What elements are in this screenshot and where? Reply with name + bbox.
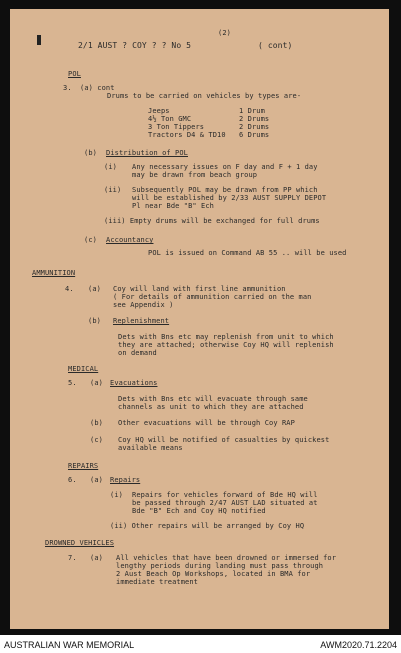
para-7-number: 7.	[68, 554, 77, 562]
para-3b-i-line: may be drawn from beach group	[132, 171, 258, 179]
para-4a-label: (a)	[88, 285, 101, 293]
para-3b-ii-line: Pl near Bde "B" Ech	[132, 202, 214, 210]
para-3b-i-number: (i)	[104, 163, 117, 171]
document-heading-suffix: ( cont)	[258, 41, 293, 50]
para-5b-text: Other evacuations will be through Coy RAP	[118, 419, 295, 427]
para-3b-iii: (iii) Empty drums will be exchanged for full drums	[104, 217, 320, 225]
vehicle-qty: 2 Drums	[239, 123, 270, 131]
para-3-sub: (a) cont	[80, 84, 115, 92]
para-3b-label: (b)	[84, 149, 97, 157]
para-4a-line: Coy will land with first line ammunition	[113, 285, 286, 293]
para-5c-line: Coy HQ will be notified of casualties by quickest	[118, 436, 330, 444]
para-5a-line: channels as unit to which they are attached	[118, 403, 304, 411]
para-4b-title: Replenishment	[113, 317, 170, 325]
para-5a-line: Dets with Bns etc will evacuate through same	[118, 395, 308, 403]
para-3b-i-line: Any necessary issues on F day and F + 1 day	[132, 163, 318, 171]
para-3-intro: Drums to be carried on vehicles by types are-	[107, 92, 302, 100]
vehicle-type: 3 Ton Tippers	[148, 123, 205, 131]
para-7-line: 2 Aust Beach Op Workshops, located in BMA for	[116, 570, 311, 578]
para-6-number: 6.	[68, 476, 77, 484]
para-4-number: 4.	[65, 285, 74, 293]
para-4b-line: they are attached; otherwise Coy HQ will replenish	[118, 341, 334, 349]
para-3c-title: Accountancy	[106, 236, 154, 244]
vehicle-qty: 1 Drum	[239, 107, 265, 115]
para-4a-line: see Appendix )	[113, 301, 174, 309]
section-heading-drowned-vehicles: DROWNED VEHICLES	[45, 539, 115, 547]
para-3c-label: (c)	[84, 236, 97, 244]
para-4b-line: on demand	[118, 349, 157, 357]
para-3-number: 3.	[63, 84, 72, 92]
para-5c-label: (c)	[90, 436, 103, 444]
archive-footer	[0, 636, 401, 653]
section-heading-pol: POL	[68, 70, 81, 78]
punch-mark	[37, 35, 41, 45]
para-4a-line: ( For details of ammunition carried on the man	[113, 293, 312, 301]
para-3b-ii-number: (ii)	[104, 186, 122, 194]
vehicle-type: Jeeps	[148, 107, 170, 115]
vehicle-type: Tractors D4 & TD10	[148, 131, 226, 139]
para-5a-label: (a)	[90, 379, 103, 387]
para-3c-text: POL is issued on Command AB 55 .. will be used	[148, 249, 347, 257]
footer-institution: AUSTRALIAN WAR MEMORIAL	[4, 640, 135, 650]
para-6-i-line: Bde "B" Ech and Coy HQ notified	[132, 507, 266, 515]
section-heading-ammunition: AMMUNITION	[32, 269, 76, 277]
para-6-i-line: be passed through 2/47 AUST LAD situated at	[132, 499, 318, 507]
para-7-line: lengthy periods during landing must pass through	[116, 562, 324, 570]
para-3b-title: Distribution of POL	[106, 149, 188, 157]
document-heading: 2/1 AUST ? COY ? ? No 5	[78, 41, 192, 50]
para-6a-title: Repairs	[110, 476, 141, 484]
section-heading-repairs: REPAIRS	[68, 462, 99, 470]
para-6-i-line: Repairs for vehicles forward of Bde HQ will	[132, 491, 318, 499]
vehicle-qty: 6 Drums	[239, 131, 270, 139]
para-5a-title: Evacuations	[110, 379, 158, 387]
para-4b-label: (b)	[88, 317, 101, 325]
para-5c-line: available means	[118, 444, 183, 452]
para-7a-label: (a)	[90, 554, 103, 562]
para-6-i-number: (i)	[110, 491, 123, 499]
para-5-number: 5.	[68, 379, 77, 387]
para-6a-label: (a)	[90, 476, 103, 484]
para-5b-label: (b)	[90, 419, 103, 427]
vehicle-qty: 2 Drums	[239, 115, 270, 123]
para-6-ii: (ii) Other repairs will be arranged by Coy HQ	[110, 522, 305, 530]
page-number: (2)	[218, 29, 231, 37]
para-3b-ii-line: will be established by 2/33 AUST SUPPLY DEPOT	[132, 194, 327, 202]
para-3b-ii-line: Subsequently POL may be drawn from PP which	[132, 186, 318, 194]
vehicle-type: 4½ Ton GMC	[148, 115, 192, 123]
document-page	[10, 9, 389, 629]
para-4b-line: Dets with Bns etc may replenish from unit to which	[118, 333, 334, 341]
para-7-line: immediate treatment	[116, 578, 198, 586]
para-7-line: All vehicles that have been drowned or immersed for	[116, 554, 337, 562]
section-heading-medical: MEDICAL	[68, 365, 99, 373]
footer-accession-number: AWM2020.71.2204	[320, 640, 397, 650]
